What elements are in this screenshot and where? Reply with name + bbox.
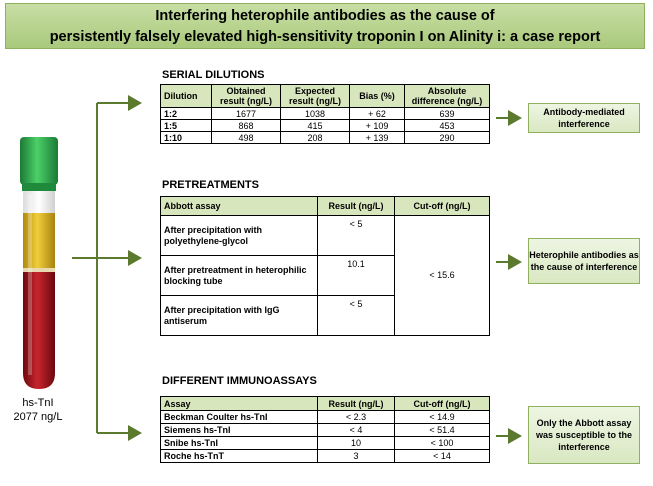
table-row: [161, 120, 490, 132]
cell: 868: [212, 120, 281, 132]
cell: Roche hs-TnT: [161, 450, 318, 463]
cell: < 51.4: [395, 424, 490, 437]
cell: 453: [405, 120, 490, 132]
column-header: Dilution: [161, 85, 212, 108]
column-header: Assay: [161, 397, 318, 411]
column-header: Cut-off (ng/L): [395, 197, 490, 216]
table-row: [161, 450, 490, 463]
immuno-conclusion-box: Only the Abbott assay was susceptible to the interference: [528, 406, 640, 464]
title-line-2: persistently falsely elevated high-sensitivity troponin I on Alinity i: a case report: [49, 29, 601, 45]
column-header: Result (ng/L): [318, 397, 395, 411]
cell: Siemens hs-TnI: [161, 424, 318, 437]
table-row: [161, 108, 490, 120]
cutoff-cell: < 15.6: [395, 216, 490, 336]
cell: 3: [318, 450, 395, 463]
cell: 1:2: [161, 108, 212, 120]
serial-dilutions-title: SERIAL DILUTIONS: [162, 69, 265, 81]
pretreatments-table: [160, 196, 490, 336]
cell: < 5: [318, 216, 395, 256]
title-line-1: Interfering heterophile antibodies as the cause of: [155, 8, 495, 24]
cell: 208: [281, 132, 350, 144]
cell: 1:5: [161, 120, 212, 132]
tube-label-analyte: hs-TnI: [22, 397, 54, 409]
cell: 10: [318, 437, 395, 450]
immunoassays-table: [160, 396, 490, 463]
cell: < 4: [318, 424, 395, 437]
cell: 415: [281, 120, 350, 132]
cell: 290: [405, 132, 490, 144]
table-header-row: [161, 197, 490, 216]
column-header: Bias (%): [350, 85, 405, 108]
serial-conclusion-box: Antibody-mediated interference: [528, 103, 640, 133]
cell: 1677: [212, 108, 281, 120]
column-header: Result (ng/L): [318, 197, 395, 216]
table-row: [161, 216, 490, 256]
tube-label-value: 2077 ng/L: [13, 411, 63, 423]
cell: After pretreatment in heterophilic blocking tube: [161, 256, 318, 296]
cell: 10.1: [318, 256, 395, 296]
cell: 498: [212, 132, 281, 144]
cell: Snibe hs-TnI: [161, 437, 318, 450]
table-header-row: [161, 85, 490, 108]
table-row: [161, 132, 490, 144]
cell: Beckman Coulter hs-TnI: [161, 411, 318, 424]
cell: + 109: [350, 120, 405, 132]
table-row: [161, 411, 490, 424]
cell: 1038: [281, 108, 350, 120]
cell: < 100: [395, 437, 490, 450]
column-header: Cut-off (ng/L): [395, 397, 490, 411]
tube-label: [6, 396, 70, 424]
table-row: [161, 424, 490, 437]
cell: 639: [405, 108, 490, 120]
pretreat-conclusion-box: Heterophile antibodies as the cause of interference: [528, 238, 640, 284]
column-header: Obtained result (ng/L): [212, 85, 281, 108]
immunoassays-title: DIFFERENT IMMUNOASSAYS: [162, 375, 317, 387]
cell: < 5: [318, 296, 395, 336]
cell: + 139: [350, 132, 405, 144]
table-header-row: [161, 397, 490, 411]
cell: < 14: [395, 450, 490, 463]
cell: + 62: [350, 108, 405, 120]
cell: After precipitation with IgG antiserum: [161, 296, 318, 336]
cell: < 14.9: [395, 411, 490, 424]
table-row: [161, 437, 490, 450]
cell: After precipitation with polyethylene-glycol: [161, 216, 318, 256]
serial-dilutions-table: [160, 84, 490, 144]
cell: 1:10: [161, 132, 212, 144]
pretreatments-title: PRETREATMENTS: [162, 179, 259, 191]
column-header: Expected result (ng/L): [281, 85, 350, 108]
blood-tube-icon: [10, 135, 68, 395]
column-header: Absolute difference (ng/L): [405, 85, 490, 108]
cell: < 2.3: [318, 411, 395, 424]
column-header: Abbott assay: [161, 197, 318, 216]
